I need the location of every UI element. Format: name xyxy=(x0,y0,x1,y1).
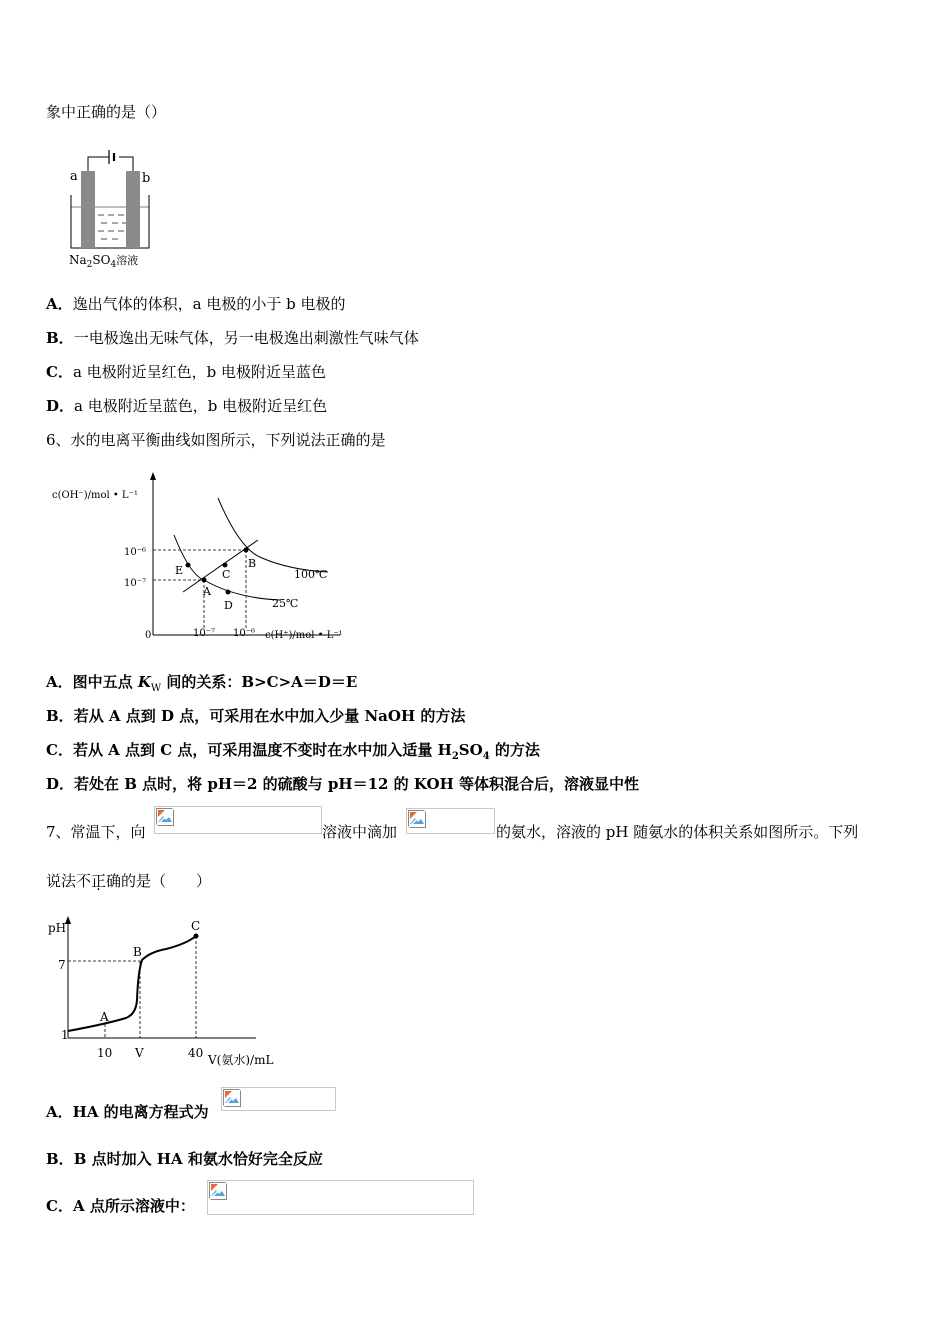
point-d xyxy=(226,590,231,595)
x-tick-v: V xyxy=(135,1046,144,1060)
y-tick-1e-6: 10⁻⁶ xyxy=(124,547,147,558)
broken-image-icon xyxy=(156,808,174,826)
q5-option-b[interactable]: B．一电极逸出无味气体，另一电极逸出刺激性气味气体 xyxy=(46,329,419,347)
broken-image-placeholder xyxy=(406,808,495,834)
electrode-b xyxy=(126,171,140,248)
y-tick-7: 7 xyxy=(58,958,66,972)
y-tick-1: 1 xyxy=(61,1028,69,1042)
broken-image-icon xyxy=(408,810,426,828)
point-c-label: C xyxy=(222,568,231,581)
broken-image-placeholder xyxy=(154,806,322,834)
q6-option-d[interactable]: D．若处在 B 点时，将 pH＝2 的硫酸与 pH＝12 的 KOH 等体积混合后，溶液显中性 xyxy=(46,775,639,793)
x-tick-1e-6: 10⁻⁶ xyxy=(233,628,256,639)
origin-label: 0 xyxy=(145,630,152,641)
q7-option-b[interactable]: B．B 点时加入 HA 和氨水恰好完全反应 xyxy=(46,1150,323,1168)
electrolysis-diagram xyxy=(66,145,158,270)
x-tick-10: 10 xyxy=(97,1046,113,1060)
point-b xyxy=(244,548,249,553)
electrode-a xyxy=(81,171,95,248)
q5-option-d[interactable]: D．a 电极附近呈蓝色，b 电极附近呈红色 xyxy=(46,397,328,415)
point-b-label: B xyxy=(133,945,142,959)
q5-option-a[interactable]: A．逸出气体的体积，a 电极的小于 b 电极的 xyxy=(46,295,346,313)
q7-stem-part3: 的氨水，溶液的 pH 随氨水的体积关系如图所示。下列 xyxy=(496,823,859,841)
point-e-label: E xyxy=(175,564,184,577)
point-c xyxy=(194,934,199,939)
titration-curve xyxy=(68,936,196,1031)
q7-stem-part2: 溶液中滴加 xyxy=(322,823,398,841)
q6-stem: 6、水的电离平衡曲线如图所示，下列说法正确的是 xyxy=(46,431,386,449)
point-d-label: D xyxy=(224,599,233,612)
broken-image-placeholder xyxy=(207,1180,474,1215)
ph-titration-chart xyxy=(46,912,306,1070)
x-axis-label: c(H⁺)/mol • L⁻¹ xyxy=(265,630,343,641)
q6-option-c[interactable]: C．若从 A 点到 C 点，可采用温度不变时在水中加入适量 $H_2SO_4$ 的方法 xyxy=(46,741,540,762)
q7-option-a[interactable]: A．HA 的电离方程式为 xyxy=(46,1103,209,1121)
q7-stem-line2: 说法不正确的是（ ） xyxy=(46,872,212,890)
q6-option-a[interactable]: A．图中五点 $K_W$ 间的关系：B>C>A＝D＝E xyxy=(46,673,358,694)
x-tick-40: 40 xyxy=(188,1046,204,1060)
y-axis-label: c(OH⁻)/mol • L⁻¹ xyxy=(52,490,138,501)
broken-image-icon xyxy=(209,1182,227,1200)
q7-option-c[interactable]: C．A 点所示溶液中： xyxy=(46,1197,195,1215)
q7-stem-part1: 7、常温下，向 xyxy=(46,823,146,841)
q6-option-b[interactable]: B．若从 A 点到 D 点，可采用在水中加入少量 NaOH 的方法 xyxy=(46,707,466,725)
broken-image-placeholder xyxy=(221,1087,336,1111)
point-c-label: C xyxy=(191,919,201,933)
intro-line: 象中正确的是（） xyxy=(46,103,167,121)
point-e xyxy=(186,563,191,568)
emphasis-text: 不正确 xyxy=(76,872,122,890)
point-b-label: B xyxy=(248,557,257,570)
point-c xyxy=(223,563,228,568)
q5-option-c[interactable]: C．a 电极附近呈红色，b 电极附近呈蓝色 xyxy=(46,363,327,381)
electrode-a-label: a xyxy=(70,169,78,184)
point-a-label: A xyxy=(100,1010,109,1024)
electrode-b-label: b xyxy=(142,171,151,186)
broken-image-icon xyxy=(223,1089,241,1107)
v-axis-label: V(氨水)/mL xyxy=(208,1053,274,1067)
label-25c: 25℃ xyxy=(272,597,299,610)
x-tick-1e-7: 10⁻⁷ xyxy=(193,628,216,639)
point-a xyxy=(202,578,207,583)
point-a-label: A xyxy=(203,585,211,598)
label-100c: 100℃ xyxy=(294,568,328,581)
curve-100c xyxy=(218,498,328,572)
y-tick-1e-7: 10⁻⁷ xyxy=(124,578,147,589)
water-ionization-chart xyxy=(50,470,360,645)
ph-axis-label: pH xyxy=(48,921,67,935)
solution-label: $Na_2SO_4$溶液 xyxy=(69,253,139,270)
